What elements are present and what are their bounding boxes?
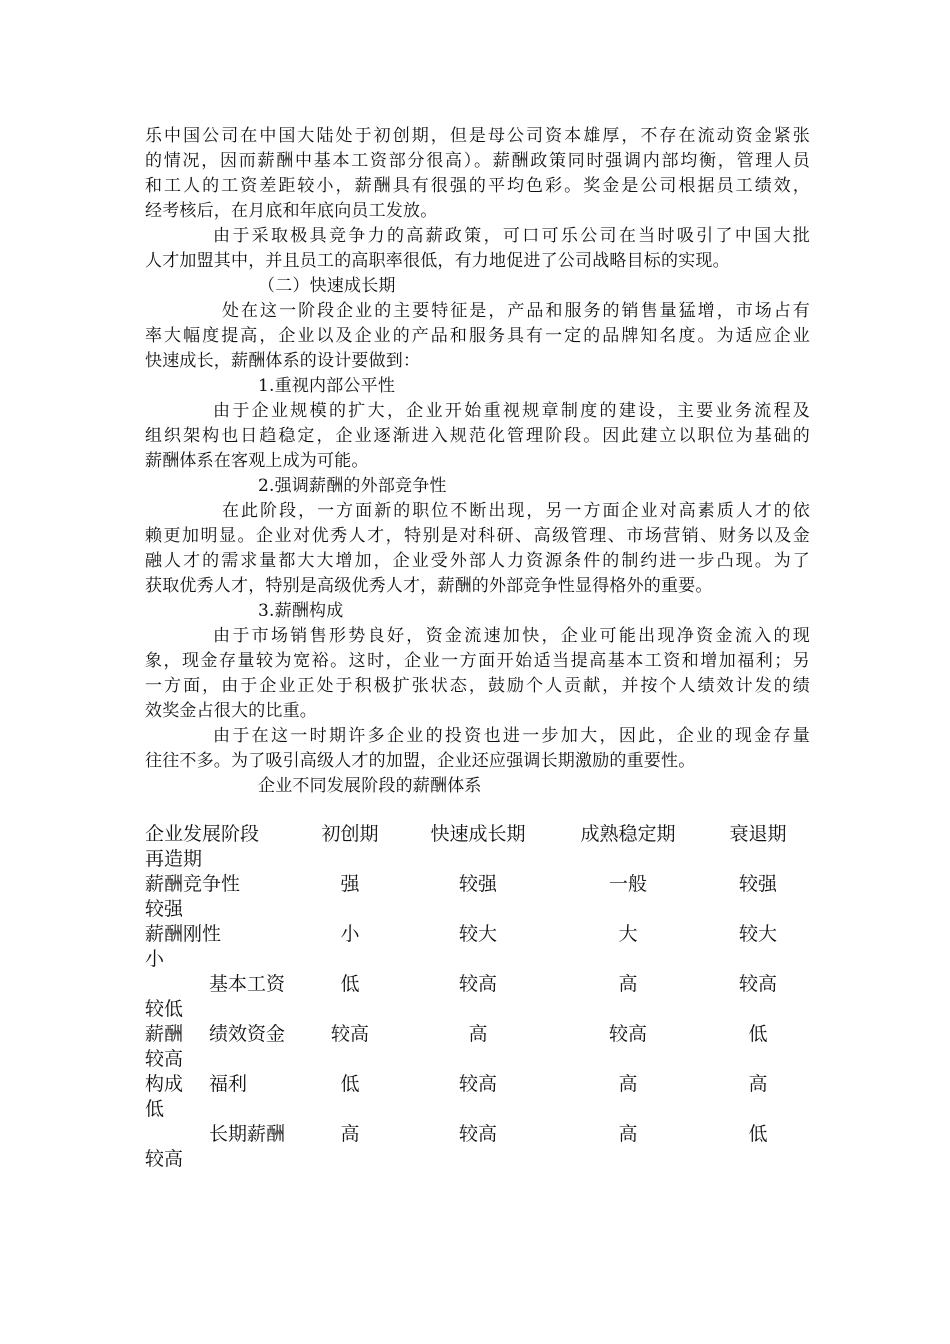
table-header-rebuild: 再造期 (145, 848, 203, 870)
table-cell: 大 (618, 923, 638, 945)
table-cell: 较高 (458, 973, 498, 995)
table-cell: 小 (340, 923, 360, 945)
table-cell: 较高 (145, 1048, 184, 1070)
table-cell: 低 (340, 1073, 360, 1095)
table-cell: 较强 (145, 898, 184, 920)
body-line: 薪酬体系在客观上成为可能。 (145, 451, 369, 471)
table-cell: 较大 (458, 923, 498, 945)
table-row-label: 薪酬竞争性 (145, 873, 241, 895)
table-cell: 小 (145, 948, 165, 970)
body-line: 乐中国公司在中国大陆处于初创期，但是母公司资本雄厚，不存在流动资金紧张 (145, 126, 810, 146)
salary-table (145, 822, 810, 1182)
body-line: 获取优秀人才，特别是高级优秀人才，薪酬的外部竞争性显得格外的重要。 (145, 576, 713, 596)
table-row-label: 福利 (209, 1073, 248, 1095)
table-header-startup: 初创期 (321, 823, 379, 845)
table-header-mature: 成熟稳定期 (580, 823, 676, 845)
body-line: 处在这一阶段企业的主要特征是，产品和服务的销售量猛增，市场占有 (222, 301, 810, 321)
table-cell: 较高 (608, 1023, 648, 1045)
body-line: 一方面，由于企业正处于积极扩张状态，鼓励个人贡献，并按个人绩效计发的绩 (145, 676, 810, 696)
body-line: 经考核后，在月底和年底向员工发放。 (145, 201, 438, 221)
table-group-label: 构成 (145, 1073, 184, 1095)
table-header-growth: 快速成长期 (430, 823, 526, 845)
body-line: 由于市场销售形势良好，资金流速加快，企业可能出现净资金流入的现 (213, 626, 810, 646)
body-line: 由于企业规模的扩大，企业开始重视规章制度的建设，主要业务流程及 (213, 401, 810, 421)
table-row-label: 薪酬刚性 (145, 923, 222, 945)
table-cell: 较高 (458, 1123, 498, 1145)
table-cell: 较低 (145, 998, 184, 1020)
table-cell: 较高 (458, 1073, 498, 1095)
subsection-heading: 2.强调薪酬的外部竞争性 (258, 476, 447, 496)
body-line: 组织架构也日趋稳定，企业逐渐进入规范化管理阶段。因此建立以职位为基础的 (145, 426, 810, 446)
table-cell: 高 (618, 1073, 638, 1095)
table-cell: 较高 (738, 973, 778, 995)
table-cell: 低 (340, 973, 360, 995)
table-cell: 强 (340, 873, 360, 895)
body-line: 的情况，因而薪酬中基本工资部分很高）。薪酬政策同时强调内部均衡，管理人员 (145, 151, 810, 171)
body-line: 象，现金存量较为宽裕。这时，企业一方面开始适当提高基本工资和增加福利；另 (145, 651, 810, 671)
table-cell: 高 (748, 1073, 768, 1095)
table-cell: 低 (748, 1023, 768, 1045)
body-line: 和工人的工资差距较小，薪酬具有很强的平均色彩。奖金是公司根据员工绩效， (145, 176, 810, 196)
body-line: 由于采取极具竞争力的高薪政策，可口可乐公司在当时吸引了中国大批 (213, 226, 810, 246)
table-cell: 高 (618, 1123, 638, 1145)
body-line: 往往不多。为了吸引高级人才的加盟，企业还应强调长期激励的重要性。 (145, 751, 696, 771)
table-caption: 企业不同发展阶段的薪酬体系 (258, 776, 482, 796)
table-group-label: 薪酬 (145, 1023, 184, 1045)
table-cell: 高 (618, 973, 638, 995)
body-line: 人才加盟其中，并且员工的高职率很低，有力地促进了公司战略目标的实现。 (145, 251, 730, 271)
table-row-label: 基本工资 (209, 973, 286, 995)
table-cell: 一般 (608, 873, 648, 895)
table-cell: 较高 (330, 1023, 370, 1045)
body-line: 效奖金占很大的比重。 (145, 701, 317, 721)
body-line: 快速成长，薪酬体系的设计要做到： (145, 351, 421, 371)
table-cell: 低 (145, 1098, 165, 1120)
table-cell: 较强 (458, 873, 498, 895)
table-cell: 较高 (145, 1148, 184, 1170)
subsection-heading: 1.重视内部公平性 (258, 376, 396, 396)
subsection-heading: 3.薪酬构成 (258, 601, 344, 621)
body-line: 在此阶段，一方面新的职位不断出现，另一方面企业对高素质人才的依 (222, 501, 810, 521)
table-header-stage: 企业发展阶段 (145, 823, 260, 845)
table-cell: 高 (340, 1123, 360, 1145)
body-line: 率大幅度提高，企业以及企业的产品和服务具有一定的品牌知名度。为适应企业 (145, 326, 810, 346)
table-row-label: 长期薪酬 (209, 1123, 286, 1145)
section-heading: （二）快速成长期 (258, 276, 396, 296)
table-cell: 高 (468, 1023, 488, 1045)
table-cell: 较大 (738, 923, 778, 945)
table-cell: 较强 (738, 873, 778, 895)
body-line: 融人才的需求量都大大增加，企业受外部人力资源条件的制约进一步凸现。为了 (145, 551, 810, 571)
table-header-decline: 衰退期 (729, 823, 787, 845)
body-line: 赖更加明显。企业对优秀人才，特别是对科研、高级管理、市场营销、财务以及金 (145, 526, 810, 546)
table-cell: 低 (748, 1123, 768, 1145)
table-row-label: 绩效资金 (209, 1023, 286, 1045)
body-line: 由于在这一时期许多企业的投资也进一步加大，因此，企业的现金存量 (213, 726, 810, 746)
